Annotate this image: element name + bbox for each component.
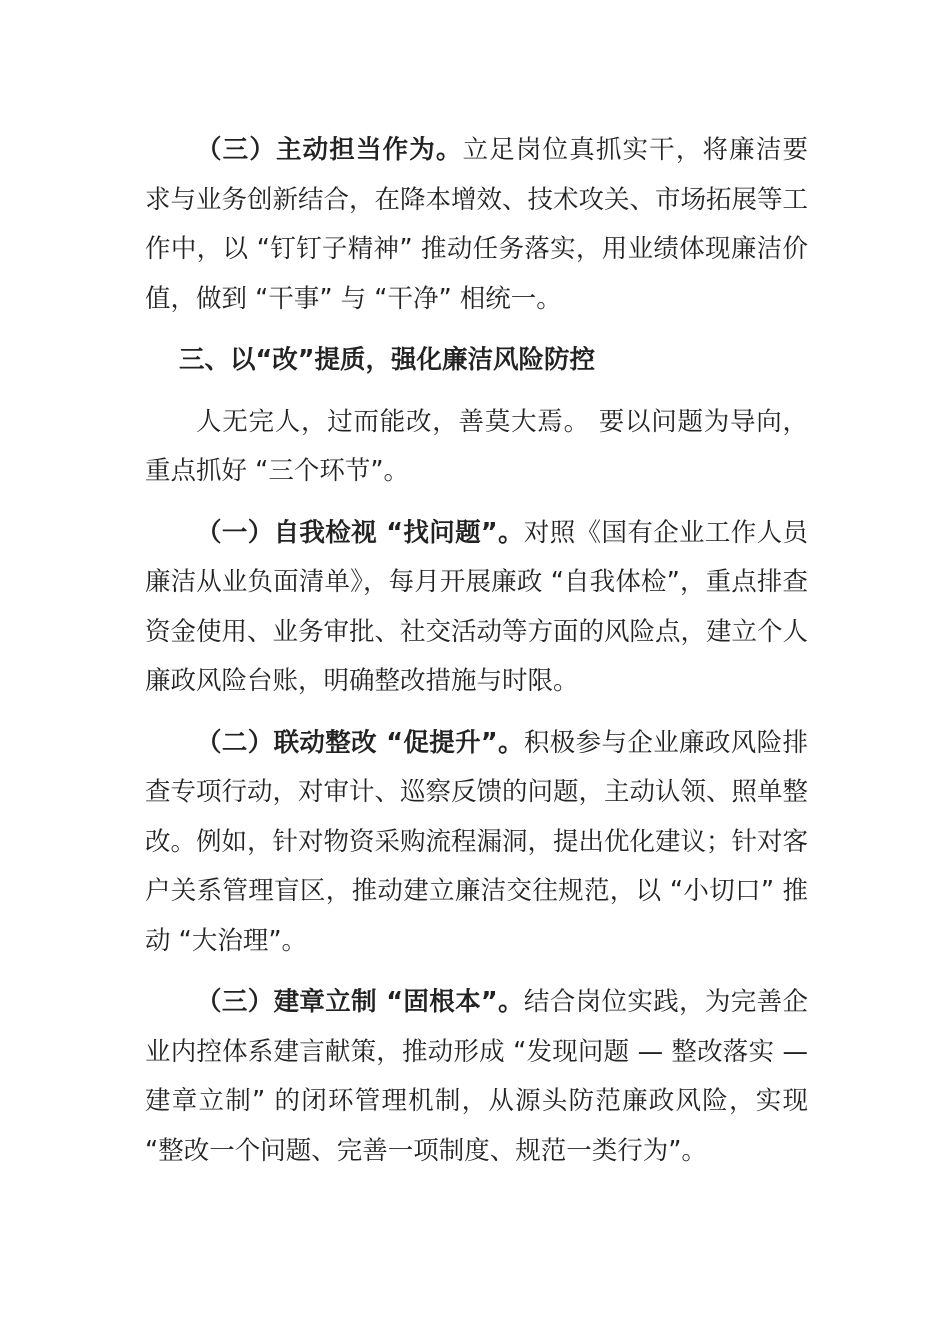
paragraph-institution-building bbox=[145, 978, 808, 1176]
paragraph-lead: （二）联动整改 “促提升”。 bbox=[196, 727, 524, 758]
paragraph-body: 积极参与企业廉政风险排查专项行动，对审计、巡察反馈的问题，主动认领、照单整改。例如，针对物资采购流程漏洞，提出优化建议；针对客户关系管理盲区，推动建立廉洁交往规范，以 “小切口” 推动 “大治理”。 bbox=[145, 727, 809, 956]
section-heading: 三、以“改”提质，强化廉洁风险防控 bbox=[179, 345, 596, 375]
paragraph-lead: （一）自我检视 “找问题”。 bbox=[196, 517, 524, 548]
paragraph-body: 立足岗位真抓实干，将廉洁要求与业务创新结合，在降本增效、技术攻关、市场拓展等工作中，以 “钉钉子精神” 推动任务落实，用业绩体现廉洁价值，做到 “干事” 与 “干净” 相统一。 bbox=[145, 135, 809, 314]
paragraph-joint-rectification bbox=[145, 719, 808, 967]
paragraph-body: 对照《国有企业工作人员廉洁从业负面清单》，每月开展廉政 “自我体检”，重点排查资金使用、业务审批、社交活动等方面的风险点，建立个人廉政风险台账，明确整改措施与时限。 bbox=[145, 517, 809, 696]
paragraph-body: 结合岗位实践，为完善企业内控体系建言献策，推动形成 “发现问题 — 整改落实 — 建章立制” 的闭环管理机制，从源头防范廉政风险，实现 “整改一个问题、完善一项制度、规范一类行为”。 bbox=[145, 987, 808, 1166]
paragraph-lead: （三）主动担当作为。 bbox=[196, 135, 463, 165]
document-page bbox=[145, 126, 808, 1188]
paragraph-lead: （三）建章立制 “固根本”。 bbox=[196, 987, 524, 1017]
paragraph-intro bbox=[145, 398, 808, 497]
paragraph-self-inspection bbox=[145, 509, 808, 707]
paragraph-body: 人无完人，过而能改，善莫大焉。 要以问题为导向，重点抓好 “三个环节”。 bbox=[145, 406, 808, 486]
paragraph-active-responsibility bbox=[145, 126, 808, 324]
